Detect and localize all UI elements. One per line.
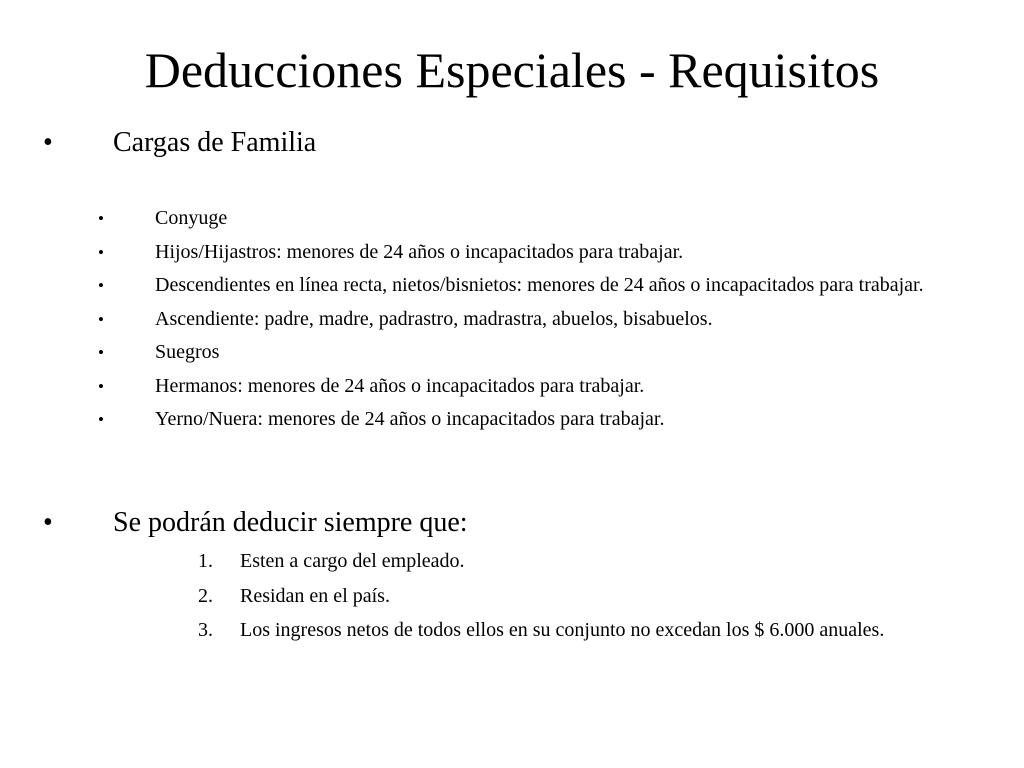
numbered-item-text: Residan en el país. [240, 584, 390, 607]
bullet-point: • [98, 343, 104, 362]
list-item [0, 306, 1024, 333]
bullet-point: • [98, 276, 104, 295]
list-item [0, 239, 1024, 266]
bullet-point: • [98, 376, 104, 396]
list-item [0, 373, 1024, 400]
list-item-text: Conyuge [155, 207, 228, 229]
list-item [0, 205, 1024, 232]
slide-title: Deducciones Especiales - Requisitos [144, 42, 880, 98]
item-number: 2. [198, 584, 213, 607]
numbered-item [0, 583, 1024, 610]
list-item-text: Yerno/Nuera: menores de 24 años o incapacitados para trabajar. [155, 408, 665, 430]
list-item-text: Descendientes en línea recta, nietos/bisnietos: menores de 24 años o incapacitados para trabajar. [155, 274, 924, 296]
item-number: 3. [198, 619, 213, 641]
bullet-point: • [98, 209, 104, 228]
bullet-point: • [43, 127, 53, 158]
numbered-item [0, 548, 1024, 575]
list-item-text: Suegros [155, 341, 220, 363]
bullet-point: • [43, 507, 53, 538]
list-item-text: Hermanos: menores de 24 años o incapacitados para trabajar. [155, 374, 645, 397]
bullet-point: • [98, 242, 104, 262]
bullet-point: • [98, 309, 104, 329]
list-item-text: Ascendiente: padre, madre, padrastro, madrastra, abuelos, bisabuelos. [155, 307, 713, 330]
conditions-list [0, 548, 1024, 652]
numbered-item [0, 617, 1024, 644]
section-heading: Se podrán deducir siempre que: [113, 507, 468, 538]
cargas-de-familia-list [0, 205, 1024, 440]
list-item [0, 272, 1024, 299]
list-item-text: Hijos/Hijastros: menores de 24 años o incapacitados para trabajar. [155, 240, 684, 263]
section-heading: Cargas de Familia [113, 127, 317, 158]
item-number: 1. [198, 550, 213, 572]
bullet-point: • [98, 410, 104, 429]
numbered-item-text: Los ingresos netos de todos ellos en su conjunto no excedan los $ 6.000 anuales. [240, 619, 885, 641]
list-item [0, 339, 1024, 366]
list-item [0, 406, 1024, 433]
numbered-item-text: Esten a cargo del empleado. [240, 550, 465, 572]
